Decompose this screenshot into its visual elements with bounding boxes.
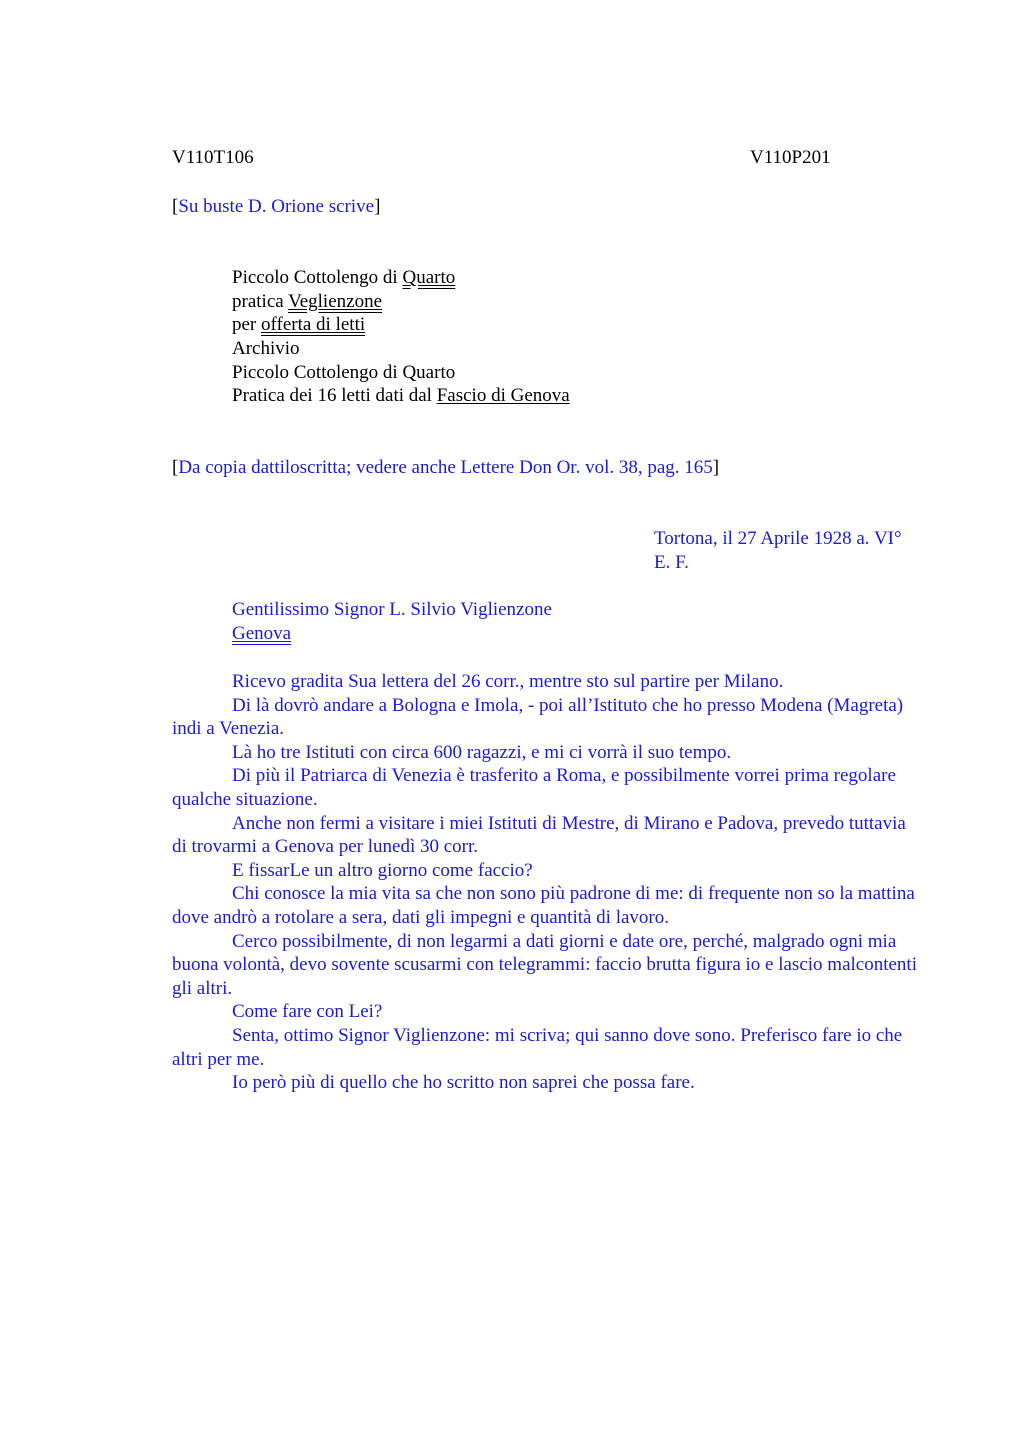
archive-line-3: per offerta di letti — [232, 314, 366, 335]
paragraph: Là ho tre Istituti con circa 600 ragazzi, e mi ci vorrà il suo tempo. — [232, 741, 732, 763]
bracket-open: [ — [172, 196, 179, 217]
bracket-close: ] — [712, 457, 720, 478]
paragraph: Di più il Patriarca di Venezia è trasferito a Roma, e possibilmente vorrei prima regolare qualche situazione. — [172, 765, 896, 810]
paragraph: Cerco possibilmente, di non legarmi a dati giorni e date ore, perché, malgrado ogni mia buona volontà, devo sovente scusarmi con telegrammi: faccio brutta figura io e lascio malcontenti gli altri. — [172, 930, 917, 999]
addressee-name: Gentilissimo Signor L. Silvio Viglienzone — [232, 599, 552, 620]
paragraph: Come fare con Lei? — [232, 1001, 383, 1023]
paragraph: Di là dovrò andare a Bologna e Imola, - poi all’Istituto che ho presso Modena (Magreta) indi a Venezia. — [172, 694, 904, 740]
paragraph: Anche non fermi a visitare i miei Istituti di Mestre, di Mirano e Padova, prevedo tuttavia di trovarmi a Genova per lunedì 30 corr. — [172, 812, 906, 858]
paragraph: Chi conosce la mia vita sa che non sono più padrone di me: di frequente non so la mattina dove andrò a rotolare a sera, dati gli impegni e quantità di lavoro. — [172, 883, 915, 928]
editorial-note-text: Da copia dattiloscritta; vedere anche Lettere Don Or. vol. 38, pag. 165 — [178, 457, 713, 478]
archive-line-5: Piccolo Cottolengo di Quarto — [232, 362, 456, 383]
bracket-close: ] — [374, 196, 381, 217]
editorial-note-text: Su buste D. Orione scrive — [178, 196, 375, 217]
archive-line-1: Piccolo Cottolengo di Quarto — [232, 267, 456, 288]
editorial-note-source — [172, 456, 719, 480]
letter-body — [172, 670, 924, 1095]
dateline-era: E. F. — [654, 552, 689, 573]
dateline-place-date: Tortona, il 27 Aprile 1928 a. VI° — [654, 528, 902, 549]
header-left-code: V110T106 — [172, 147, 254, 168]
addressee-city: Genova — [232, 623, 292, 644]
editorial-note-envelope — [172, 195, 380, 219]
paragraph: Ricevo gradita Sua lettera del 26 corr., mentre sto sul partire per Milano. — [232, 671, 784, 692]
archive-line-6: Pratica dei 16 letti dati dal Fascio di Genova — [232, 385, 570, 406]
bracket-open: [ — [172, 457, 179, 478]
paragraph: E fissarLe un altro giorno come faccio? — [232, 859, 533, 881]
paragraph: Senta, ottimo Signor Viglienzone: mi scriva; qui sanno dove sono. Preferisco fare io che altri per me. — [172, 1024, 903, 1070]
archive-line-2: pratica Veglienzone — [232, 291, 382, 312]
paragraph: Io però più di quello che ho scritto non saprei che possa fare. — [232, 1072, 695, 1094]
archive-line-4: Archivio — [232, 338, 300, 359]
header-right-code: V110P201 — [750, 147, 831, 168]
